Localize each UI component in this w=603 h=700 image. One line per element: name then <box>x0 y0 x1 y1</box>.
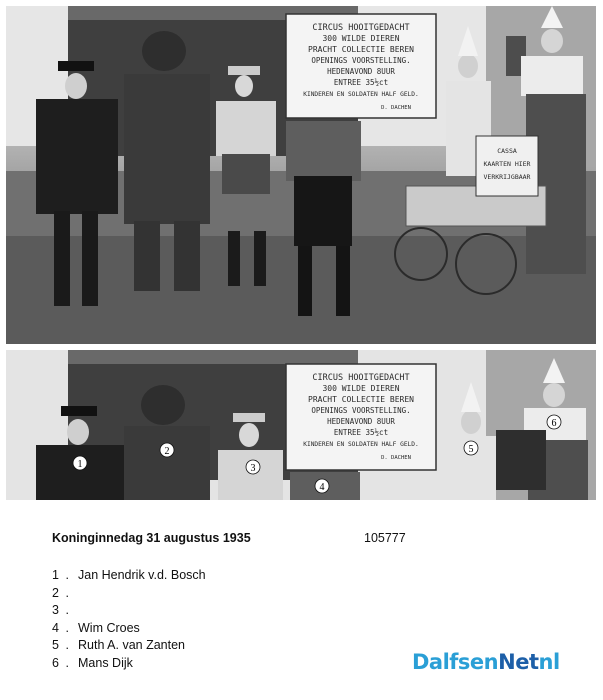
sign-line: PRACHT COLLECTIE BEREN <box>308 45 414 54</box>
logo-part-nl: nl <box>538 650 560 674</box>
small-sign-line: CASSA <box>497 147 517 155</box>
logo-part-net: Net <box>498 650 539 674</box>
photo-top <box>6 6 596 344</box>
list-item: 1 . Jan Hendrik v.d. Bosch <box>52 567 206 585</box>
person-name: Wim Croes <box>78 620 140 635</box>
sign-line: 300 WILDE DIEREN <box>322 34 400 43</box>
photo-top-scene <box>6 6 596 344</box>
sign-line: D. DACHEN <box>381 455 411 461</box>
person-number: 2 <box>52 585 59 600</box>
sign-line: ENTREE 35½ct <box>333 78 389 87</box>
sign-line: CIRCUS HOOITGEDACHT <box>312 23 410 33</box>
photo-number: 105777 <box>364 531 406 545</box>
sign-line: PRACHT COLLECTIE BEREN <box>308 395 414 404</box>
list-item: 4 . Wim Croes <box>52 620 206 638</box>
sign-line: KINDEREN EN SOLDATEN HALF GELD. <box>303 91 419 98</box>
marker-3-label: 3 <box>250 463 256 474</box>
sign-line: HEDENAVOND 8UUR <box>327 417 395 426</box>
marker-3 <box>246 460 260 474</box>
marker-2-label: 2 <box>164 446 170 457</box>
marker-6-label: 6 <box>551 418 557 429</box>
sign-line: OPENINGS VOORSTELLING. <box>311 56 411 65</box>
person-number: 3 <box>52 603 59 618</box>
list-item: 6 . Mans Dijk <box>52 655 206 673</box>
person-number: 5 <box>52 638 59 653</box>
sign-line: ENTREE 35½ct <box>333 428 389 437</box>
photo-bottom <box>6 350 596 500</box>
dalfsennet-logo <box>412 650 560 674</box>
marker-5-label: 5 <box>468 444 474 455</box>
marker-4-label: 4 <box>319 482 325 493</box>
sign-line: D. DACHEN <box>381 105 411 111</box>
person-number: 6 <box>52 655 59 670</box>
small-sign-line: VERKRIJGBAAR <box>483 173 531 181</box>
people-list <box>52 567 206 673</box>
caption-title: Koninginnedag 31 augustus 1935 <box>52 531 251 545</box>
list-item: 2 . <box>52 585 206 603</box>
sign-line: OPENINGS VOORSTELLING. <box>311 406 411 415</box>
logo-part-dalfsen: Dalfsen <box>412 650 499 674</box>
sign-line: HEDENAVOND 8UUR <box>327 67 395 76</box>
person-name: Ruth A. van Zanten <box>78 638 186 653</box>
marker-4 <box>315 479 329 493</box>
marker-6 <box>547 415 561 429</box>
person-number: 4 <box>52 620 59 635</box>
list-item: 5 . Ruth A. van Zanten <box>52 637 206 655</box>
sign-line: CIRCUS HOOITGEDACHT <box>312 373 410 383</box>
sign-line: 300 WILDE DIEREN <box>322 384 400 393</box>
list-item: 3 . <box>52 602 206 620</box>
person-number: 1 <box>52 568 59 582</box>
marker-1-label: 1 <box>77 459 83 470</box>
marker-2 <box>160 443 174 457</box>
person-name: Mans Dijk <box>78 655 133 670</box>
photo-bottom-scene <box>6 350 596 500</box>
marker-1 <box>73 456 87 470</box>
marker-5 <box>464 441 478 455</box>
person-name: Jan Hendrik v.d. Bosch <box>78 568 206 582</box>
sign-line: KINDEREN EN SOLDATEN HALF GELD. <box>303 441 419 448</box>
small-sign-line: KAARTEN HIER <box>483 160 531 168</box>
